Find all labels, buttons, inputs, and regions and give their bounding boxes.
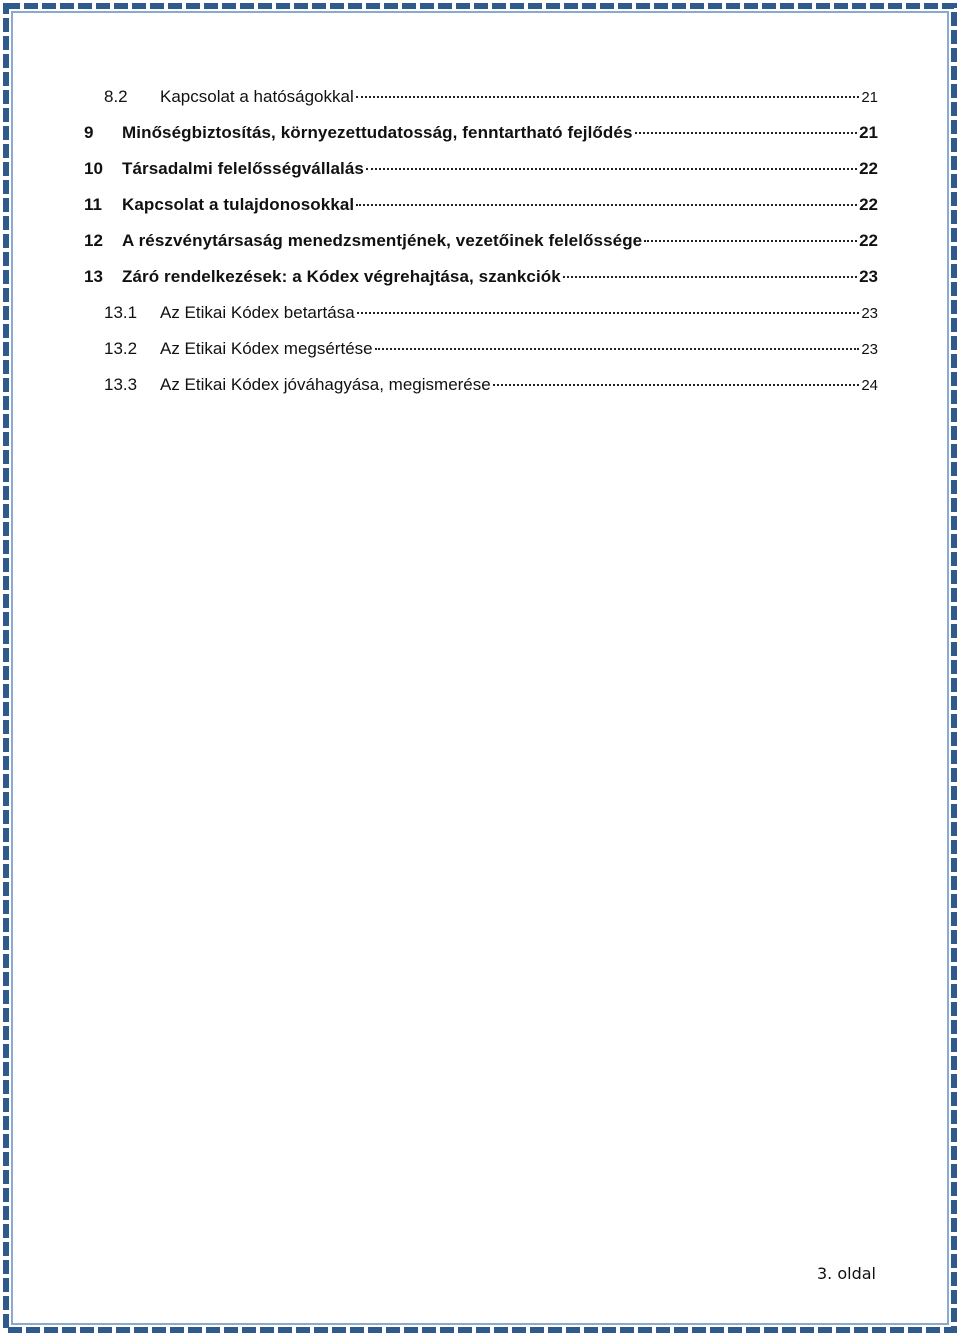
toc-entry-number: 13.3: [104, 375, 138, 395]
toc-leader-dots: [635, 112, 858, 134]
toc-leader-dots: [357, 292, 860, 314]
toc-entry-number: 13.2: [104, 339, 138, 359]
toc-entry[interactable]: [84, 260, 878, 296]
toc-entry-title: A részvénytársaság menedzsmentjének, vezetőinek felelőssége: [122, 231, 643, 251]
toc-leader-dots: [644, 220, 857, 242]
toc-entry-number: 12: [84, 231, 103, 251]
toc-entry-title: Kapcsolat a tulajdonosokkal: [122, 195, 355, 215]
toc-entry[interactable]: [84, 188, 878, 224]
toc-entry-number: 13: [84, 267, 103, 287]
toc-entry-title: Az Etikai Kódex megsértése: [160, 339, 373, 359]
toc-entry[interactable]: [84, 332, 878, 368]
toc-leader-dots: [563, 256, 857, 278]
toc-entry-number: 9: [84, 123, 94, 143]
toc-entry[interactable]: [84, 116, 878, 152]
toc-leader-dots: [356, 76, 860, 98]
toc-entry-page: 22: [859, 159, 878, 179]
toc-leader-dots: [356, 184, 857, 206]
toc-entry[interactable]: [84, 80, 878, 116]
toc-leader-dots: [493, 364, 860, 386]
toc-entry-page: 21: [859, 123, 878, 143]
toc-entry-title: Kapcsolat a hatóságokkal: [160, 87, 354, 107]
toc-leader-dots: [375, 328, 860, 350]
toc-entry-page: 24: [861, 377, 878, 395]
toc-entry-number: 8.2: [104, 87, 128, 107]
toc-entry[interactable]: [84, 152, 878, 188]
toc-entry[interactable]: [84, 368, 878, 404]
toc-entry-page: 23: [861, 341, 878, 359]
toc-entry[interactable]: [84, 296, 878, 332]
toc-entry-title: Társadalmi felelősségvállalás: [122, 159, 364, 179]
page-number-footer: 3. oldal: [817, 1264, 876, 1283]
toc-entry-title: Az Etikai Kódex betartása: [160, 303, 355, 323]
toc-entry-number: 11: [84, 195, 102, 215]
toc-entry-number: 13.1: [104, 303, 138, 323]
toc-entry-page: 23: [861, 305, 878, 323]
toc-entry-page: 22: [859, 195, 878, 215]
toc-entry-title: Záró rendelkezések: a Kódex végrehajtása, szankciók: [122, 267, 561, 287]
toc-entry-title: Az Etikai Kódex jóváhagyása, megismerése: [160, 375, 491, 395]
toc-entry[interactable]: [84, 224, 878, 260]
toc-entry-title: Minőségbiztosítás, környezettudatosság, fenntartható fejlődés: [122, 123, 633, 143]
toc-entry-page: 23: [859, 267, 878, 287]
toc-entry-page: 22: [859, 231, 878, 251]
toc-leader-dots: [366, 148, 857, 170]
toc-entry-page: 21: [861, 89, 878, 107]
toc-entry-number: 10: [84, 159, 103, 179]
